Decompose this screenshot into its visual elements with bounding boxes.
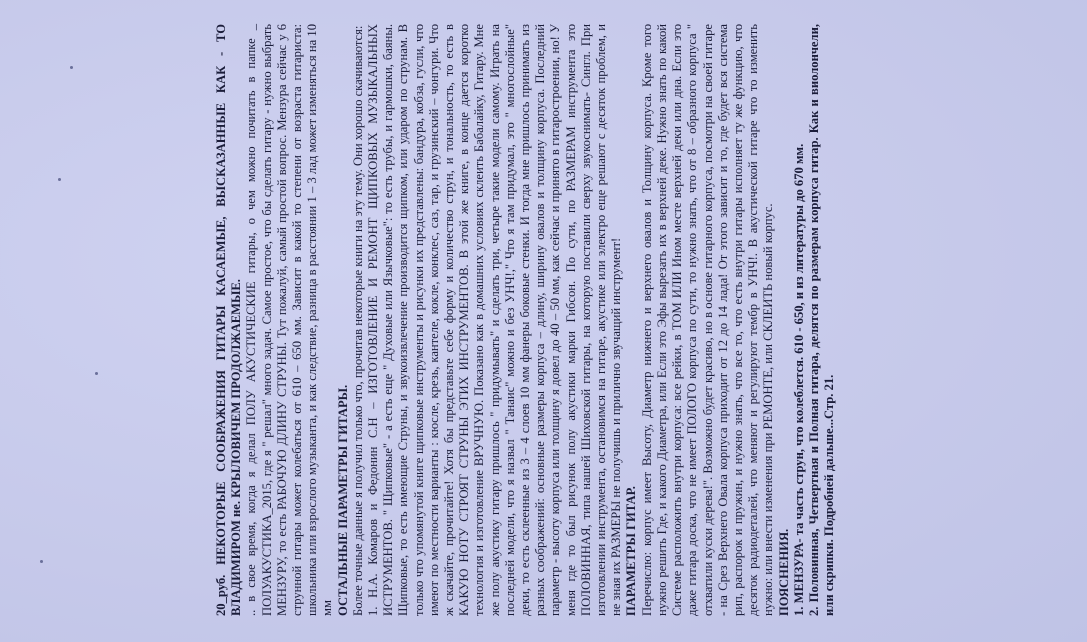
dust-speck [58, 178, 61, 181]
dust-speck [70, 66, 73, 69]
explanation-item-1: 1. МЕНЗУРА- та часть струн, что колеблется. 610 - 650, и из литературы до 670 мм. [791, 143, 806, 616]
dust-speck [40, 560, 43, 563]
rotated-document-page [74, 16, 1014, 626]
subheading-parameters: ПАРАМЕТРЫ ГИТАР. [623, 486, 638, 616]
paragraph-2: Более точные данные я получил только что, прочитав некоторые книги на эту тему. Они хорошо скачиваются: [350, 25, 365, 616]
paragraph-4: Перечислю: корпус имеет Высоту, Диаметр нижнего и верхнего овалов и Толщину корпуса. Кроме того нужно решить Где, и какого Диаметра, или Если это Эфы вырезать их в верхней деке. Нужно знать по какой Системе расположить внутри корпуса: все рейки, в ТОМ ИЛИ Ином месте верхней деки или дна. Если это даже гитара доска, что не имеет ПОЛОГО корпуса по сути, то нужно знать, что от 8 – образного корпуса " отхватили куски дерева!". Возможно будет красиво, но в основе гитарного корпуса, посмотри на своей гитаре - на Срез Верхнего Овала корпуса приходит от 12 до 14 лада! От этого зависит и то, где будет вся система рип, распорок и пружин, и нужно знать, что все то, что есть внутри гитары исполняет ту же функцию, что десяток радиодеталей, что меняют и регулируют тембр в УНЧ!. В акустической гитаре что то изменить нужно: или внести изменения при РЕМОНТЕ, или СКЛЕИТЬ новый корпус. [639, 24, 775, 616]
intro-title: 20_руб. НЕКОТОРЫЕ СООБРАЖЕНИЯ ГИТАРЫ КАСАЕМЫЕ, ВЫСКАЗАННЫЕ КАК - ТО ВЛАДИМИРОМ не. КРЫЛОВИЧЕМ ПРОДОЛЖАЕМЫЕ. [213, 24, 243, 616]
explanations-heading: ПОЯСНЕНИЯ. [776, 528, 791, 616]
paragraph-3: 1. Н.А. Комаров и Федонин С.Н – ИЗГОТОВЛЕНИЕ И РЕМОНТ ЩИПКОВЫХ МУЗЫКАЛЬНЫХ ИСТРУМЕНТОВ. " Щипковые" - а есть еще " Духовые или Язычковые": то есть трубы, и гармошки, баяны. Щипковые, то есть имеющие Струны, и звукоизвлечение производится щипком, или ударом по струнам. В только что упомянутой книге щипковые инструменты и рисунки их представлены: бандура, кобза, гусли, что имеют по местности варианты : кюсле, крезь, кантеле, кокле, конклес, саз, тар, и грузинский – чонгури. Что ж скачайте, прочитайте! Хотя бы представьте себе форму и количество струн, и тональность, то есть в КАКУЮ НОТУ СТРОЯТ СТРУНЫ ЭТИХ ИНСТРУМЕНТОВ. В этой же книге, в конце дается коротко технология и изготовление ВРУЧНУЮ. Показано как в домашних условиях склеить Бабалайку, Гитару. Мне же полу акустику гитару пришлось " придумывать" и сделать три, четыре такие модели самому. Играть на последней модели, что я назвал " Танаис" можно и без УНЧ!," Что я там придумал, это " многослойные" деки, то есть склеенные из 3 – 4 слоев 10 мм фанеры боковые стенки. И тогда мне пришлось принимать из разных соображений: основные размеры корпуса – длину, ширину овалов и толщину корпуса. Последний параметр - высоту корпуса или толщину я довел до 40 – 50 мм, как сейчас и принято в гитаростроении, но! У меня где то был рисунок полу акустики марки Гибсон. По сути, по РАЗМЕРАМ инструмента это ПОЛОВИННАЯ, типа нашей Шиховской гитары, на которую поставили сверху звукоснимать- Сингл. При изготовлении инструмента, остановимся на гитаре, акустике или электро еще решают с десяток проблем, и не зная их РАЗМЕРЫ не получишь и прилично звучащий инструмент! [365, 24, 623, 616]
paragraph-1: .. в свое время, когда я делал ПОЛУ АКУСТИЧЕСКИЕ гитары, о чем можно почитать в папке _ ПОЛУАКУСТИКА_2015, где я " решал" много задач. Самое простое, что бы сделать гитару - нужно выбрать МЕНЗУРУ, то есть РАБОЧУЮ ДЛИНУ СТРУНЫ. Тут пожалуй, самый простой вопрос. Мензура сейчас у 6 струнной гитары может колебаться от 610 – 650 мм. Зависит в какой то степени от возраста гитариста: школьника или взрослого музыканта, и как следствие, разница в расстоянии 1 – 3 лад может изменяться на 10 мм [243, 24, 334, 616]
section-heading: ОСТАЛЬНЫЕ ПАРАМЕТРЫ ГИТАРЫ. [335, 384, 350, 616]
explanation-item-2: 2. Половинная, Четвертная и Полная гитара, делятся по размерам корпуса гитар. Как и виолончели, или скрипки. Подробней дальше...Стр. 21. [806, 24, 836, 616]
